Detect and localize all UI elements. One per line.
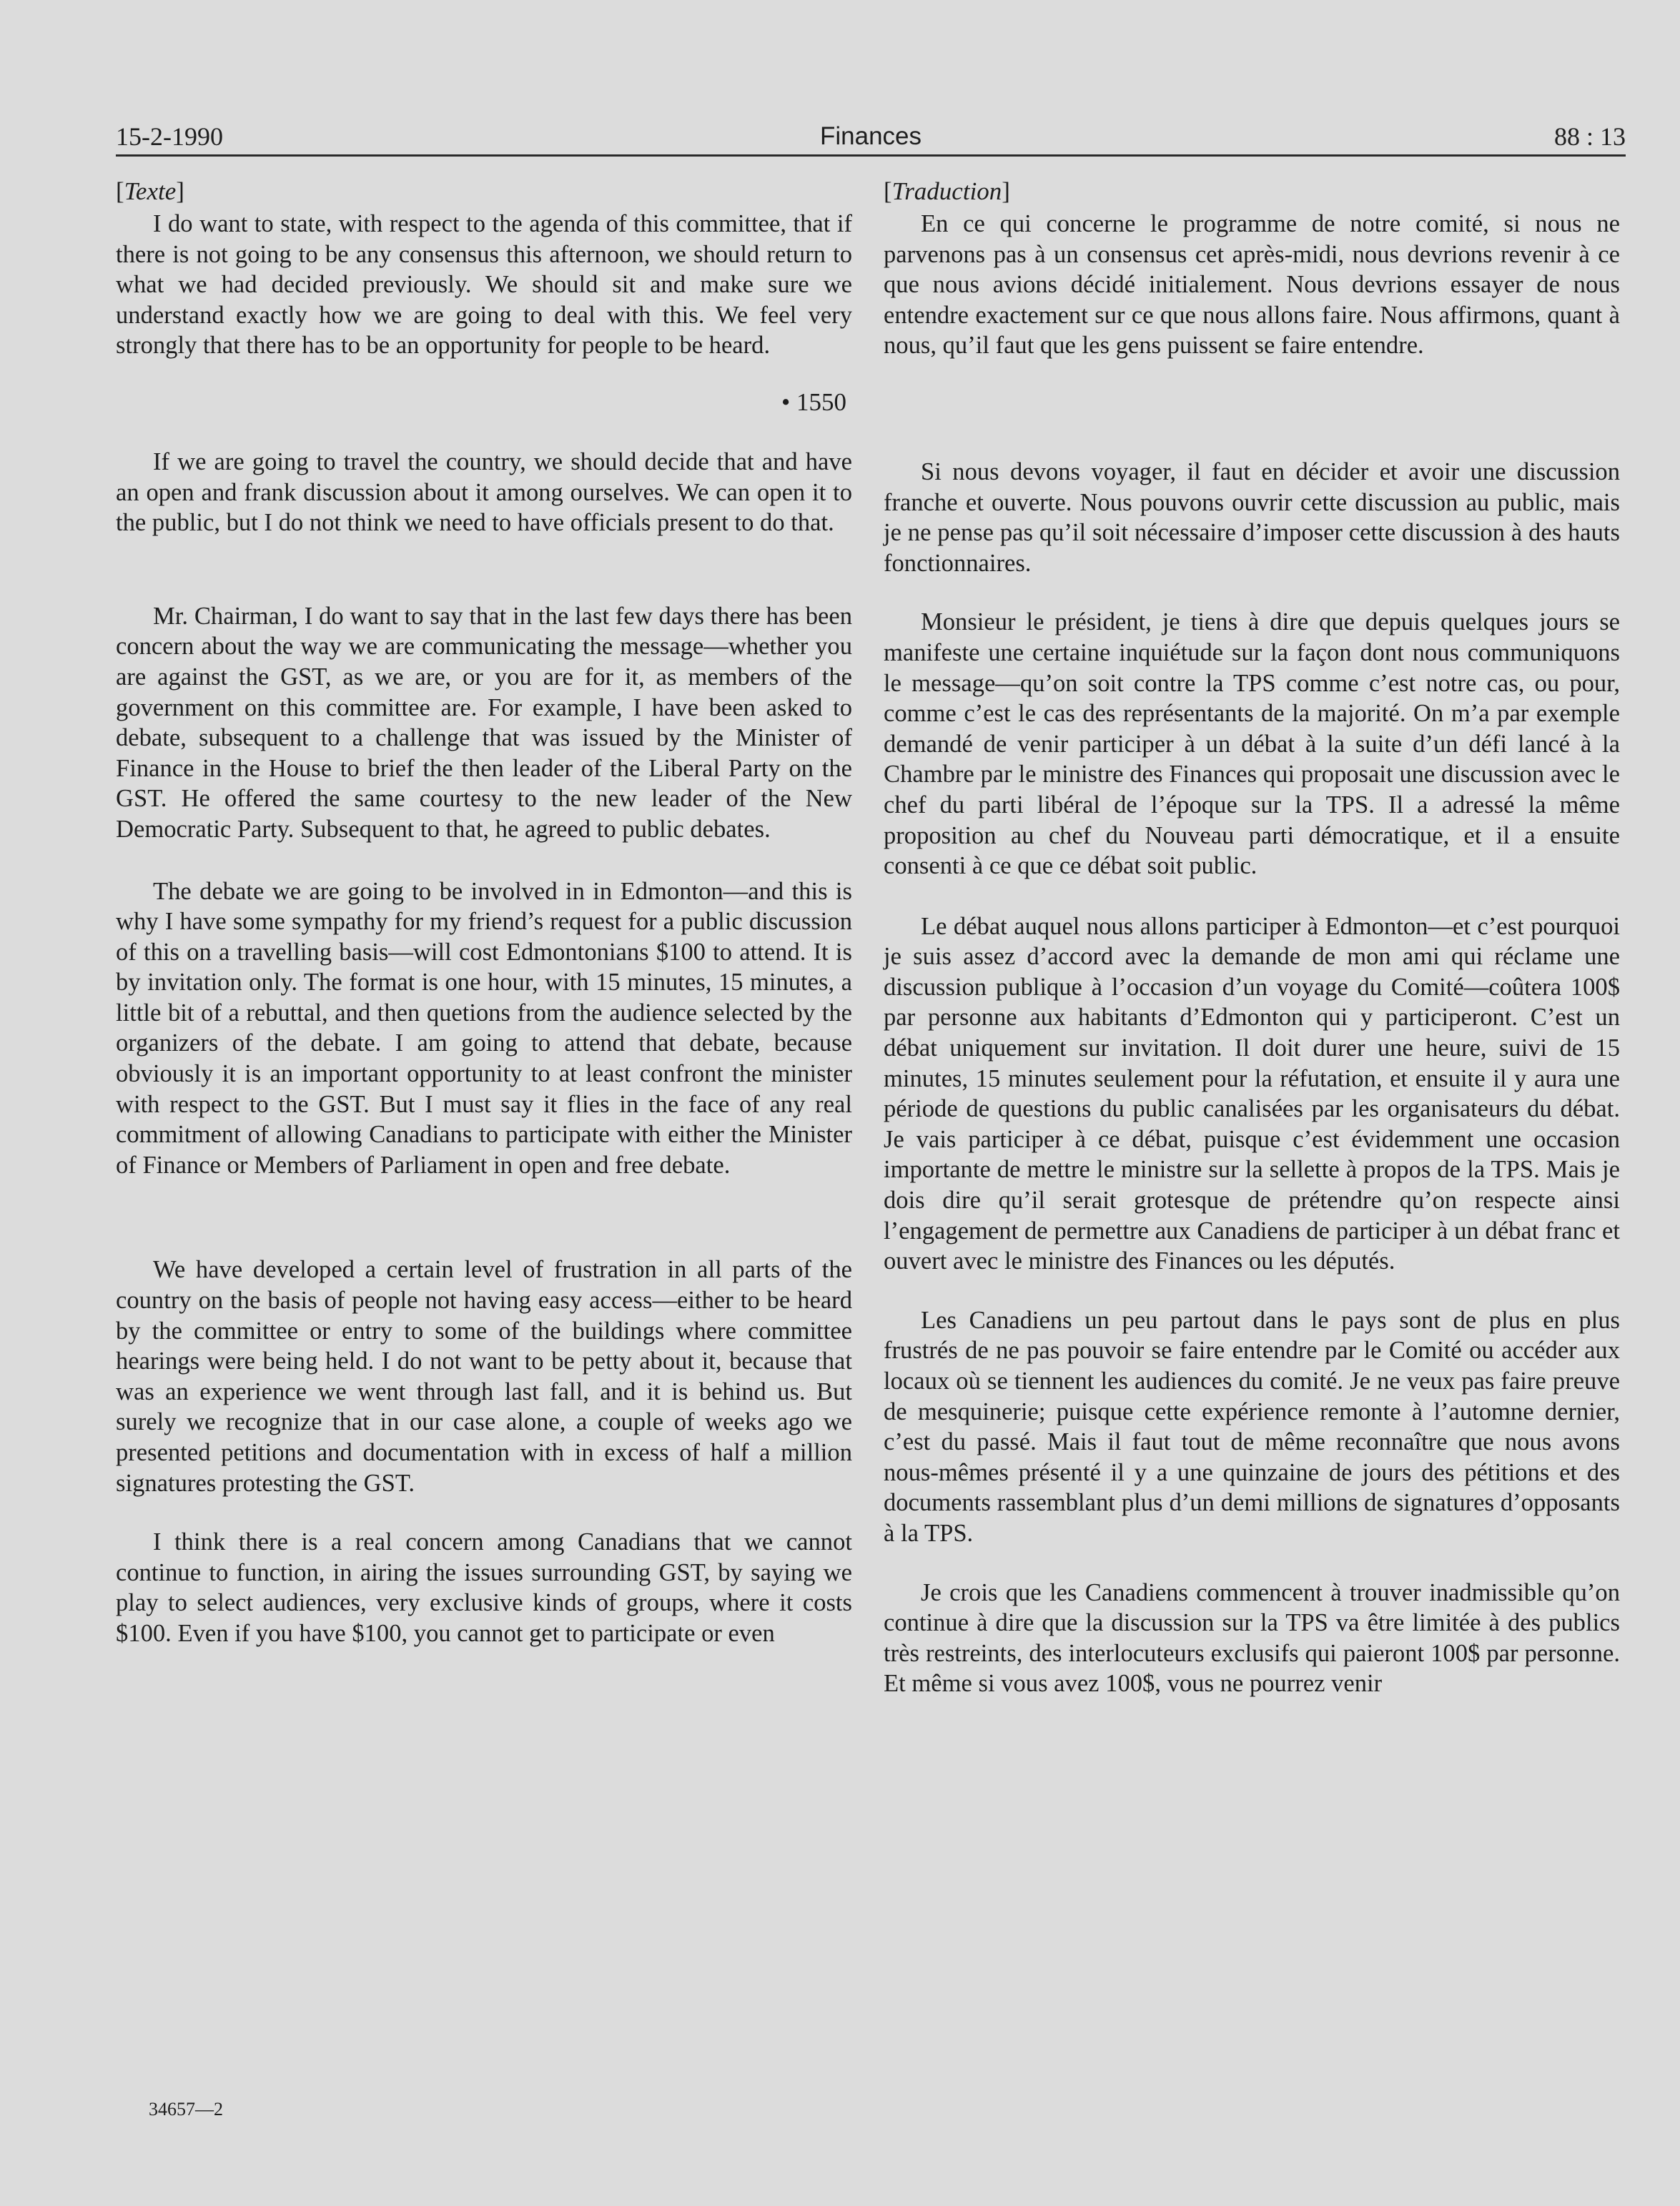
english-column [116,176,852,1649]
paragraph: We have developed a certain level of frustration in all parts of the country on the basis of people not having easy access—either to be heard by the committee or entry to some of the buildings where committee hearings were being held. I do not want to be petty about it, because that was an experience we went through last fall, and it is behind us. But surely we recognize that in our case alone, a couple of weeks ago we presented petitions and documentation with in excess of half a million signatures protesting the GST. [116,1256,852,1497]
paragraph: Mr. Chairman, I do want to say that in the last few days there has been concern about the way we are communicating the message—whether you are against the GST, as we are, or you are for it, as members of the government on this committee are. For example, I have been asked to debate, subsequent to a challenge that was issued by the Minister of Finance in the House to brief the then leader of the Liberal Party on the GST. He offered the same courtesy to the new leader of the New Democratic Party. Subsequent to that, he agreed to public debates. [116,602,852,843]
header-date: 15-2-1990 [116,122,223,151]
paragraph: I do want to state, with respect to the agenda of this committee, that if there is not going to be any consensus this afternoon, we should return to what we had decided previously. We should sit and make sure we understand exactly how we are going to deal with this. We feel very strongly that there has to be an opportunity for people to be heard. [116,210,852,360]
page-header [116,120,1626,157]
header-rule [116,154,1626,157]
paragraph: The debate we are going to be involved in in Edmonton—and this is why I have some sympathy for my friend’s request for a public discussion of this on a travelling basis—will cost Edmontonians $100 to attend. It is by invitation only. The format is one hour, with 15 minutes, 15 minutes, a little bit of a rebuttal, and then quetions from the audience selected by the organizers of the debate. I am going to attend that debate, because obviously it is an important opportunity to at least confront the minister with respect to the GST. But I must say it flies in the face of any real commitment of allowing Canadians to participate with either the Minister of Finance or Members of Parliament in open and free debate. [116,877,852,1179]
paragraph: If we are going to travel the country, we should decide that and have an open and frank discussion about it among ourselves. We can open it to the public, but I do not think we need to have officials present to do that. [116,447,852,537]
language-tag-traduction: [Traduction] [884,177,1010,205]
paragraph: Monsieur le président, je tiens à dire que depuis quelques jours se manifeste une certaine inquiétude sur la façon dont nous communiquons le message—qu’on soit contre la TPS comme c’est notre cas, ou pour, comme c’est le cas des représentants de la majorité. On m’a par exemple demandé de venir participer à un débat à la suite d’un défi lancé à la Chambre par le ministre des Finances qui proposait une discussion avec le chef du parti libéral de l’époque sur la TPS. Il a adressé la même proposition au chef du Nouveau parti démocratique, et il a ensuite consenti à ce que ce débat soit public. [884,608,1620,880]
french-column [884,176,1620,1699]
time-marker: • 1550 [781,387,846,416]
paragraph: Si nous devons voyager, il faut en décider et avoir une discussion franche et ouverte. Nous pouvons ouvrir cette discussion au public, mais je ne pense pas qu’il soit nécessaire d’imposer cette discussion à des hauts fonctionnaires. [884,457,1620,577]
paragraph: I think there is a real concern among Canadians that we cannot continue to function, in airing the issues surrounding GST, by saying we play to select audiences, very exclusive kinds of groups, where it costs $100. Even if you have $100, you cannot get to participate or even [116,1528,852,1647]
header-page-number: 88 : 13 [1553,122,1626,151]
language-tag-texte: [Texte] [116,177,184,205]
paragraph: Je crois que les Canadiens commencent à trouver inadmissible qu’on continue à dire que la discussion sur la TPS va être limitée à des publics très restreints, des interlocuteurs exclusifs qui paieront 100$ par personne. Et même si vous avez 100$, vous ne pourrez venir [884,1578,1620,1698]
paragraph: Les Canadiens un peu partout dans le pays sont de plus en plus frustrés de ne pas pouvoir se faire entendre par le Comité ou accéder aux locaux où se tiennent les audiences du comité. Je ne veux pas faire preuve de mesquinerie; puisque cette expérience remonte à l’automne dernier, c’est du passé. Mais il faut tout de même reconnaître que nous avons nous-mêmes présenté il y a une quinzaine de jours des pétitions et des documents rassemblant plus d’un demi millions de signatures d’opposants à la TPS. [884,1306,1620,1547]
header-title: Finances [819,122,922,150]
paragraph: Le débat auquel nous allons participer à Edmonton—et c’est pourquoi je suis assez d’accord avec la demande de mon ami qui réclame une discussion publique à l’occasion d’un voyage du Comité—coûtera 100$ par personne aux habitants d’Edmonton qui y participeront. C’est un débat uniquement sur invitation. Il doit durer une heure, suivi de 15 minutes, 15 minutes seulement pour la réfutation, et ensuite il y aura une période de questions du public canalisées par les organisateurs du débat. Je vais participer à ce débat, puisque c’est évidemment une occasion importante de mettre le ministre sur la sellette à propos de la TPS. Mais je dois dire qu’il serait grotesque de prétendre qu’on respecte ainsi l’engagement de permettre aux Canadiens de participer à un débat franc et ouvert avec le ministre des Finances ou les députés. [884,912,1620,1275]
paragraph: En ce qui concerne le programme de notre comité, si nous ne parvenons pas à un consensus cet après-midi, nous devrions revenir à ce que nous avions décidé initialement. Nous devrions essayer de nous entendre exactement sur ce que nous allons faire. Nous affirmons, quant à nous, qu’il faut que les gens puissent se faire entendre. [884,210,1620,360]
footer-code: 34657—2 [149,2099,223,2120]
